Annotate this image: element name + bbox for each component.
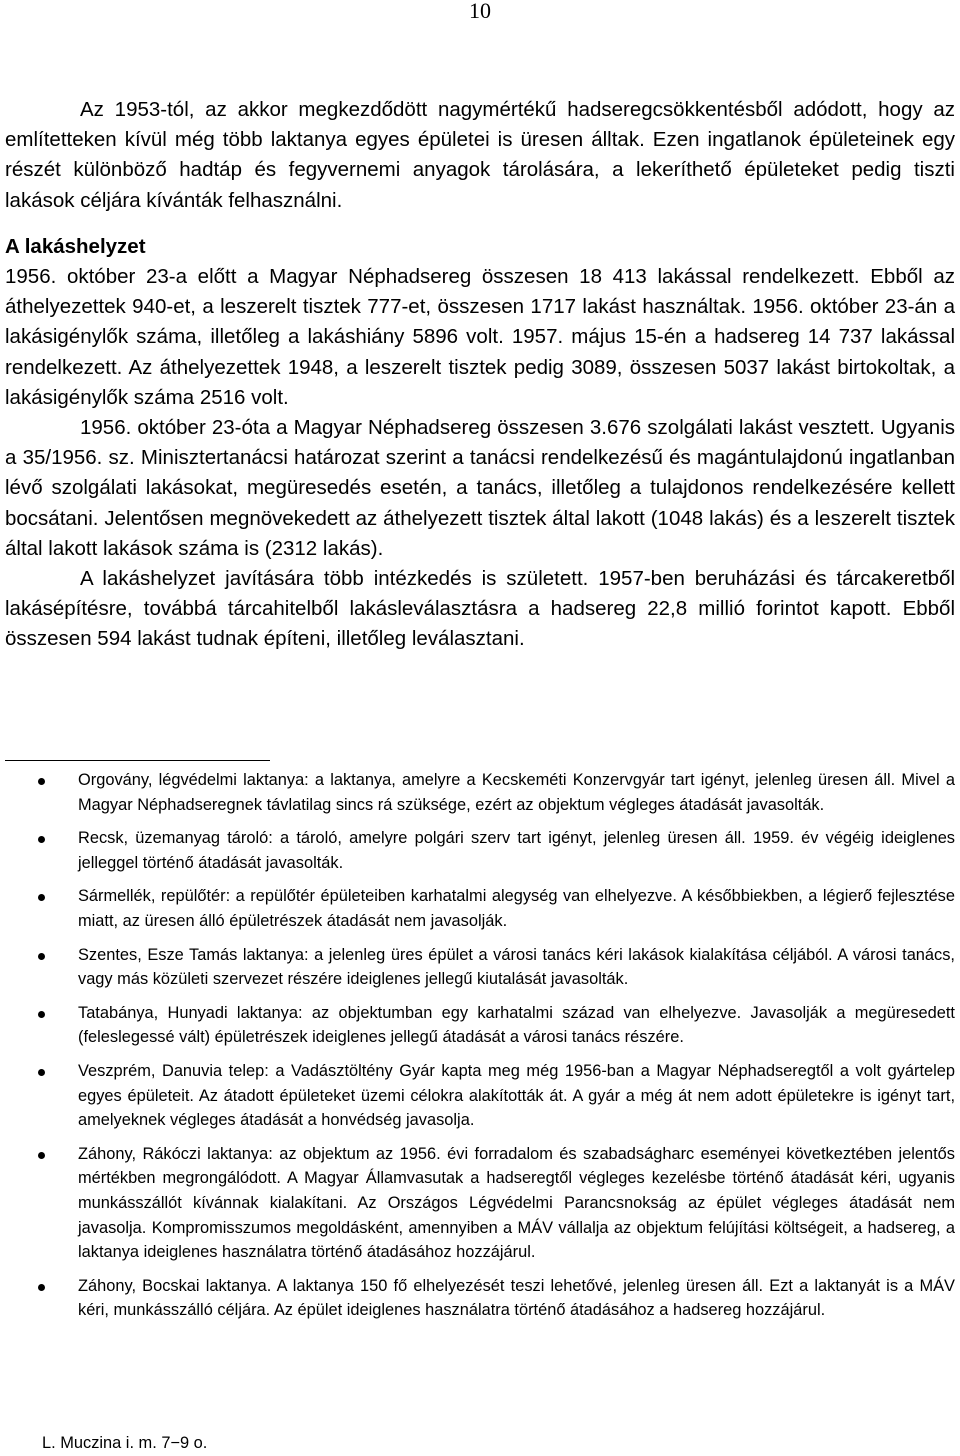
footnote-text: Szentes, Esze Tamás laktanya: a jelenleg üres épület a városi tanács kéri lakások kialakítása céljából. A városi tanács, vagy más közületi szervezet részére ideiglenes jellegű kiutalását javasolták. bbox=[78, 945, 955, 989]
footnote-item bbox=[5, 826, 955, 875]
footnote-item bbox=[5, 768, 955, 817]
main-text bbox=[5, 95, 955, 655]
footnote-text: Záhony, Bocskai laktanya. A laktanya 150 fő elhelyezését teszi lehetővé, jelenleg üresen áll. Ezt a laktanyát is a MÁV kéri, munkásszálló céljára. Az épület ideiglenes használatra történő átadásához a hadsereg hozzájárul. bbox=[78, 1276, 955, 1320]
bullet-icon bbox=[38, 1069, 45, 1076]
paragraph-lost-apartments: 1956. október 23-óta a Magyar Néphadsereg összesen 3.676 szolgálati lakást vesztett. Ugyanis a 35/1956. sz. Minisztertanácsi határozat szerint a tanácsi rendelkezésű és magántulajdonú ingatlanban lévő szolgálati lakásokat, megüresedés esetén, a tanács, illetőleg a tulajdonos rendelkezésére kellett bocsátani. Jelentősen megnövekedett az áthelyezett tisztek által lakott (1048 lakás) és a leszerelt tisztek által lakott lakások száma is (2312 lakás). bbox=[5, 416, 955, 560]
footnote-text: Veszprém, Danuvia telep: a Vadásztöltény Gyár kapta meg még 1956-ban a Magyar Néphadseregtől a volt gyártelep egyes épületeit. Az átadott épületeket üzemi célokra alakították át. A gyár a még át nem adott épületekre is igényt tart, amelyeknek végleges átadását a honvédség javasolja. bbox=[78, 1061, 955, 1130]
footnote-text: Záhony, Rákóczi laktanya: az objektum az 1956. évi forradalom és szabadságharc eseményei következtében jelentős mértékben megrongálódott. A Magyar Államvasutak a hadseregtől végleges kezelésbe történő átadását kéri, ugyanis munkásszállót kívánnak kialakítani. Az Országos Légvédelmi Parancsnokság az épület végleges átadását nem javasolja. Kompromisszumos megoldásként, amennyiben a MÁV vállalja az objektum felújítási költségeit, a hadsereg, a laktanya ideiglenes használatra történő átadásához hozzájárul. bbox=[78, 1144, 955, 1262]
paragraph-measures: A lakáshelyzet javítására több intézkedés is született. 1957-ben beruházási és tárcakeretből lakásépítésre, továbbá tárcahitelből lakásleválasztásra a hadsereg 22,8 millió forintot kapott. Ebből összesen 594 lakást tudnak építeni, illetőleg leválasztani. bbox=[5, 567, 955, 651]
footnote-item bbox=[5, 1142, 955, 1265]
footnote-text: Sármellék, repülőtér: a repülőtér épületeiben karhatalmi alegység van elhelyezve. A későbbiekben, a légierő fejlesztése miatt, az üresen álló épületrészek átadását nem javasolják. bbox=[78, 887, 955, 930]
footnote-text: Orgovány, légvédelmi laktanya: a laktanya, amelyre a Kecskeméti Konzervgyár tart igényt, jelenleg üresen áll. Mivel a Magyar Néphadseregnek távlatilag sincs rá szüksége, ezért az objektum végleges átadását javasolták. bbox=[78, 771, 955, 814]
footnote-item bbox=[5, 943, 955, 992]
bullet-icon bbox=[38, 894, 45, 901]
footnote-text: Tatabánya, Hunyadi laktanya: az objektumban egy karhatalmi század van elhelyezve. Javasolják a megüresedett (feleslegessé vált) épületrészek ideiglenes jellegű átadását a városi tanács részére. bbox=[78, 1003, 955, 1047]
footnote-item bbox=[5, 884, 955, 933]
bullet-icon bbox=[38, 1284, 45, 1291]
bullet-icon bbox=[38, 1011, 45, 1018]
footnote-divider bbox=[5, 760, 270, 761]
bullet-icon bbox=[38, 836, 45, 843]
page-number: 10 bbox=[469, 0, 491, 23]
paragraph-intro: Az 1953-tól, az akkor megkezdődött nagymértékű hadseregcsökkentésből adódott, hogy az említetteken kívül még több laktanya egyes épületei is üresen álltak. Ezen ingatlanok épületeinek egy részét különböző hadtáp és fegyvernemi anyagok tárolására, a lekeríthető épületeket pedig tiszti lakások céljára kívánták felhasználni. bbox=[5, 98, 955, 212]
bullet-icon bbox=[38, 1152, 45, 1159]
section-heading: A lakáshelyzet bbox=[5, 234, 146, 258]
footnote-list bbox=[5, 768, 955, 1332]
footnote-text: Recsk, üzemanyag tároló: a tároló, amelyre polgári szerv tart igényt, jelenleg üresen áll. 1959. év végéig ideiglenes jelleggel történő átadását javasolták. bbox=[78, 829, 955, 872]
source-citation: L. Muczina i. m. 7−9 o. bbox=[42, 1434, 208, 1452]
footnote-item bbox=[5, 1001, 955, 1050]
bullet-icon bbox=[38, 778, 45, 785]
bullet-icon bbox=[38, 953, 45, 960]
paragraph-housing-stats: 1956. október 23-a előtt a Magyar Néphadsereg összesen 18 413 lakással rendelkezett. Ebből az áthelyezettek 940-et, a leszerelt tisztek 777-et, összesen 1717 lakást használtak. 1956. október 23-án a lakásigénylők száma, illetőleg a lakáshiány 5896 volt. 1957. május 15-én a hadsereg 14 737 lakással rendelkezett. Az áthelyezettek 1948, a leszerelt tisztek pedig 3089, összesen 5037 lakást birtokoltak, a lakásigénylők száma 2516 volt. bbox=[5, 265, 955, 409]
footnote-item bbox=[5, 1274, 955, 1323]
footnote-item bbox=[5, 1059, 955, 1133]
